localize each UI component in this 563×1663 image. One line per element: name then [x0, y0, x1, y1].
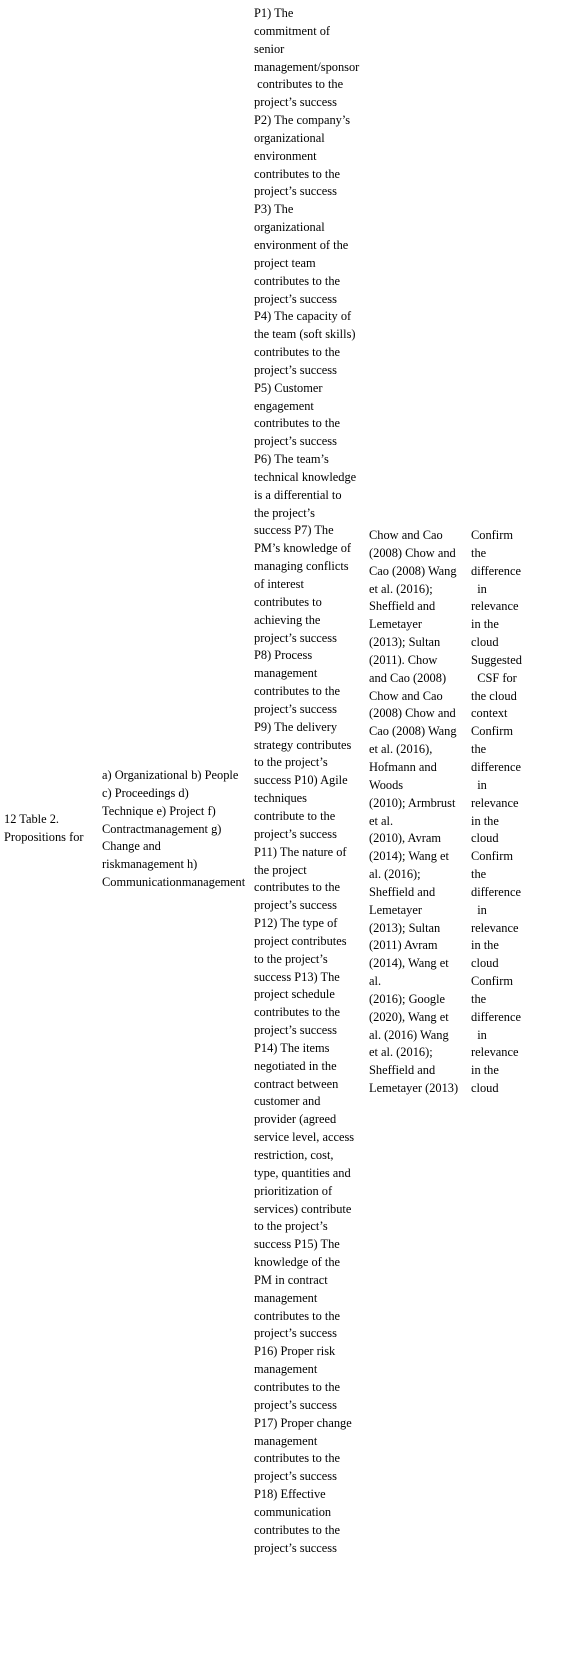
purpose-cell: Confirm the difference in relevance in the cloud Suggested CSF for the cloud context Confirm the difference in relevance in the cloud Confirm the difference in relevance in the cloud Confirm the difference in relevance in the cloud	[471, 528, 522, 1096]
propositions-cell: P1) The commitment of senior management/sponsor contributes to the project’s success P2) The company’s organizational environment contributes to the project’s success P3) The organizational environment of the project team contributes to the project’s success P4) The capacity of the team (soft skills) contributes to the project’s success P5) Customer engagement contributes to the project’s success P6) The team’s technical knowledge is a differential to the project’s success P7) The PM’s knowledge of managing conflicts of interest contributes to achieving the project’s success P8) Process management contributes to the project’s success P9) The delivery strategy contributes to the project’s success P10) Agile techniques contribute to the project’s success P11) The nature of the project contributes to the project’s success P12) The type of project contributes to the project’s success P13) The project schedule contributes to the project’s success P14) The items negotiated in the contract between customer and provider (agreed service level, access restriction, cost, type, quantities and prioritization of services) contribute to the project’s success P15) The knowledge of the PM in contract management contributes to the project’s success P16) Proper risk management contributes to the project’s success P17) Proper change management contributes to the project’s success P18) Effective communication contributes to the project’s success	[254, 6, 360, 1555]
categories-cell: a) Organizational b) People c) Proceedings d) Technique e) Project f) Contractmanagement g) Change and riskmanagement h) Communicationmanagement	[102, 768, 246, 890]
references-cell: Chow and Cao (2008) Chow and Cao (2008) Wang et al. (2016); Sheffield and Lemetayer (2013); Sultan (2011). Chow and Cao (2008) Chow and Cao (2008) Chow and Cao (2008) Wang et al. (2016), Hofmann and Woods (2010); Armbrust et al. (2010), Avram (2014); Wang et al. (2016); Sheffield and Lemetayer (2013); Sultan (2011) Avram (2014), Wang et al. (2016); Google (2020), Wang et al. (2016) Wang et al. (2016); Sheffield and Lemetayer (2013)	[369, 528, 459, 1096]
table-label-cell: 12 Table 2. Propositions for	[4, 812, 84, 844]
